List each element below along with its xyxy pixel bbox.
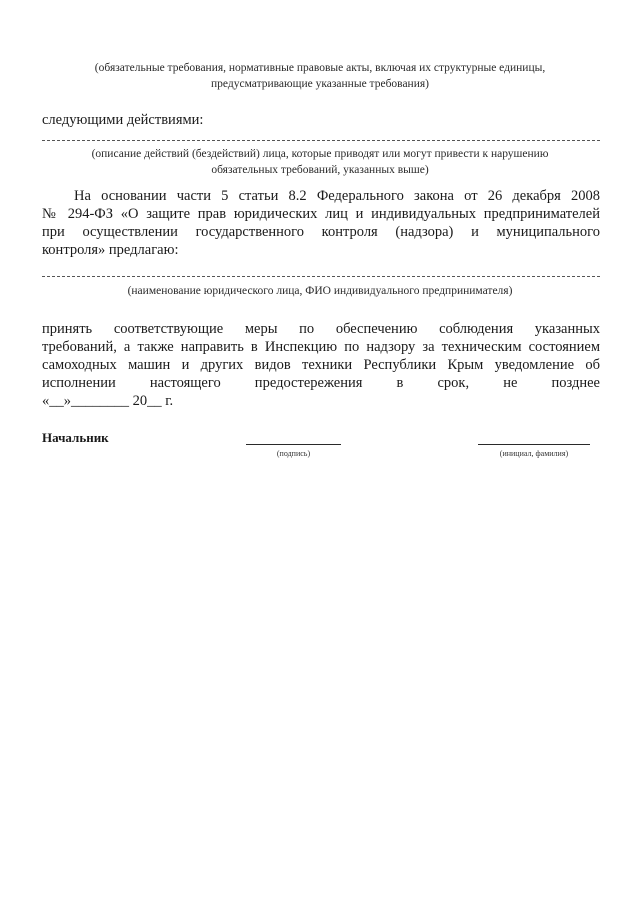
entity-caption: (наименование юридического лица, ФИО индивидуального предпринимателя): [127, 285, 513, 297]
name-line: [478, 444, 590, 445]
actions-caption: [40, 146, 600, 178]
requirements-caption-line1: (обязательные требования, нормативные правовые акты, включая их структурные единицы,: [94, 62, 546, 74]
entity-fill-line: [42, 276, 600, 277]
actions-heading: следующими действиями:: [42, 112, 204, 128]
name-caption: (инициал, фамилия): [499, 449, 569, 458]
measures-line5: «__»________ 20__ г.: [42, 393, 174, 409]
measures-line3: самоходных машин и других видов техники Республики Крым уведомление об: [42, 357, 600, 373]
signature-caption: (подпись): [276, 449, 311, 458]
measures-line4: исполнении настоящего предостережения в срок, не позднее: [42, 375, 600, 391]
actions-fill-line: [42, 140, 600, 141]
actions-caption-line2: обязательных требований, указанных выше): [211, 164, 429, 176]
basis-line3: при осуществлении государственного контроля (надзора) и муниципального: [42, 224, 600, 240]
measures-line2: требований, а также направить в Инспекцию по надзору за техническим состоянием: [42, 339, 600, 355]
actions-caption-line1: (описание действий (бездействий) лица, которые приводят или могут привести к нарушению: [91, 148, 549, 160]
basis-line2: № 294-ФЗ «О защите прав юридических лиц и индивидуальных предпринимателей: [42, 206, 600, 222]
measures-paragraph: [42, 320, 600, 410]
basis-line1: На основании части 5 статьи 8.2 Федерального закона от 26 декабря 2008: [74, 188, 600, 204]
signer-role: Начальник: [42, 430, 109, 445]
basis-paragraph: [42, 187, 600, 259]
signature-line: [246, 444, 341, 445]
requirements-caption: [40, 60, 600, 92]
basis-line4: контроля» предлагаю:: [42, 242, 179, 258]
requirements-caption-line2: предусматривающие указанные требования): [211, 78, 429, 90]
measures-line1: принять соответствующие меры по обеспечению соблюдения указанных: [42, 321, 600, 337]
